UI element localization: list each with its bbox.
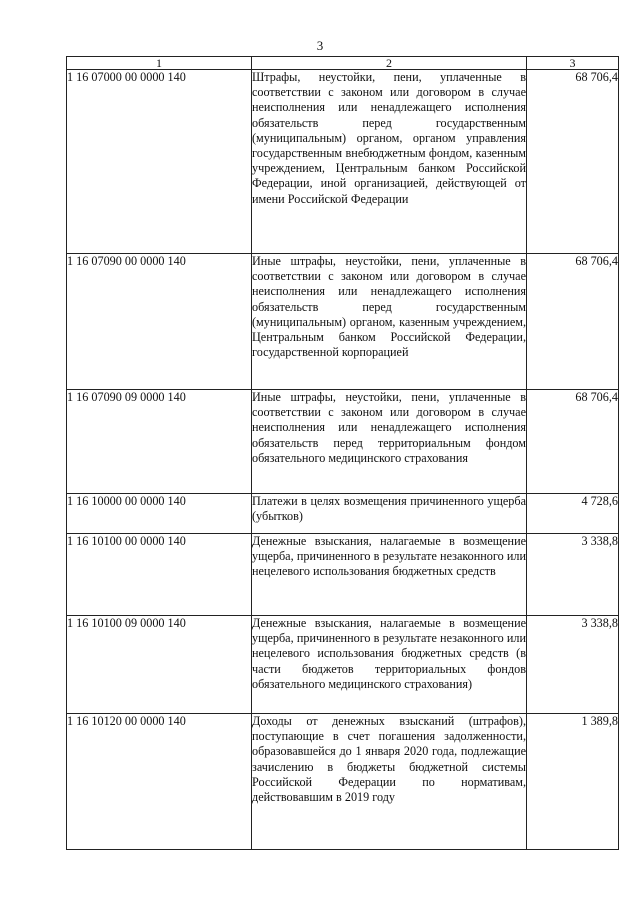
budget-code: 1 16 07090 00 0000 140	[67, 254, 252, 390]
amount: 3 338,8	[527, 534, 619, 616]
amount: 68 706,4	[527, 70, 619, 254]
column-header-description: 2	[252, 57, 527, 70]
revenue-description: Иные штрафы, неустойки, пени, уплаченные в соответствии с законом или договором в случае неисполнения или ненадлежащего исполнения обязательств перед государственным (муниципальным) органом, казенным учреждением, Центральным банком Российской Федерации, государственной корпорацией	[252, 254, 527, 390]
table-row	[67, 494, 619, 534]
budget-code: 1 16 10100 09 0000 140	[67, 616, 252, 714]
revenue-description: Доходы от денежных взысканий (штрафов), поступающие в счет погашения задолженности, образовавшейся до 1 января 2020 года, подлежащие зачислению в бюджеты бюджетной системы Российской Федерации по нормативам, действовавшим в 2019 году	[252, 714, 527, 850]
amount: 3 338,8	[527, 616, 619, 714]
table-row	[67, 616, 619, 714]
amount: 1 389,8	[527, 714, 619, 850]
table-row	[67, 390, 619, 494]
header-row	[67, 57, 619, 70]
revenue-description: Платежи в целях возмещения причиненного ущерба (убытков)	[252, 494, 527, 534]
budget-code: 1 16 10120 00 0000 140	[67, 714, 252, 850]
table-row	[67, 70, 619, 254]
amount: 68 706,4	[527, 254, 619, 390]
column-header-amount: 3	[527, 57, 619, 70]
budget-code: 1 16 10100 00 0000 140	[67, 534, 252, 616]
table-row	[67, 534, 619, 616]
budget-code: 1 16 07090 09 0000 140	[67, 390, 252, 494]
revenue-table	[66, 56, 619, 850]
column-header-code: 1	[67, 57, 252, 70]
budget-code: 1 16 07000 00 0000 140	[67, 70, 252, 254]
table-row	[67, 254, 619, 390]
amount: 68 706,4	[527, 390, 619, 494]
budget-code: 1 16 10000 00 0000 140	[67, 494, 252, 534]
revenue-description: Денежные взыскания, налагаемые в возмещение ущерба, причиненного в результате незаконного или нецелевого использования бюджетных средств (в части бюджетов территориальных фондов обязательного медицинского страхования)	[252, 616, 527, 714]
revenue-description: Штрафы, неустойки, пени, уплаченные в соответствии с законом или договором в случае неисполнения или ненадлежащего исполнения обязательств перед государственным (муниципальным) органом, органом управления государственным внебюджетным фондом, казенным учреждением, Центральным банком Российской Федерации, иной организацией, действующей от имени Российской Федерации	[252, 70, 527, 254]
amount: 4 728,6	[527, 494, 619, 534]
page-number: 3	[316, 38, 324, 53]
revenue-description: Денежные взыскания, налагаемые в возмещение ущерба, причиненного в результате незаконного или нецелевого использования бюджетных средств	[252, 534, 527, 616]
table-row	[67, 714, 619, 850]
revenue-description: Иные штрафы, неустойки, пени, уплаченные в соответствии с законом или договором в случае неисполнения или ненадлежащего исполнения обязательств перед территориальным фондом обязательного медицинского страхования	[252, 390, 527, 494]
